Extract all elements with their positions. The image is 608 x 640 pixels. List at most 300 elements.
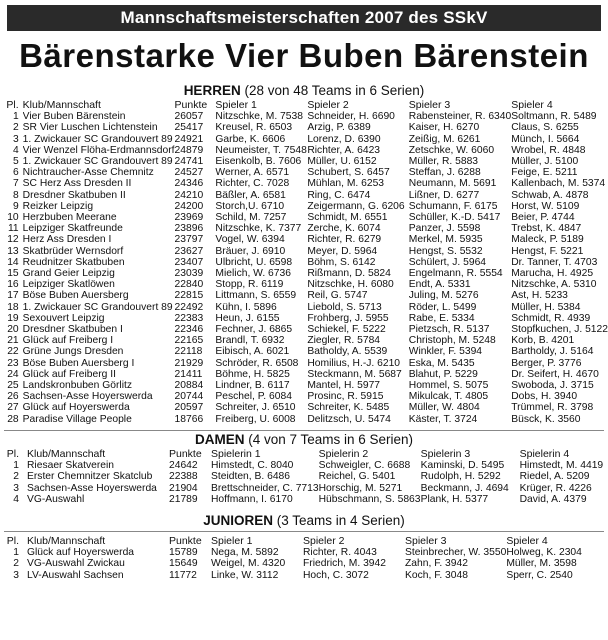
cell-player-4: Müller, M. 3598 — [506, 558, 577, 570]
cell-club: Böse Buben Auersberg — [22, 290, 129, 302]
cell-player-4: Ast, H. 5233 — [511, 290, 568, 302]
cell-rank: 26 — [7, 391, 19, 403]
cell-player-1: Freiberg, U. 6008 — [215, 413, 296, 425]
herren-header-row — [4, 100, 608, 111]
cell-club: Landskronbuben Görlitz — [22, 380, 133, 392]
cell-player-3: Rabensteiner, R. 6340 — [408, 111, 512, 123]
cell-player-3: Steinbrecher, W. 3550 — [405, 547, 507, 559]
cell-points: 23627 — [174, 245, 204, 257]
col-points: Punkte — [174, 100, 208, 111]
cell-player-4: Hengst, F. 5221 — [511, 245, 584, 257]
cell-player-4: Claus, S. 6255 — [511, 122, 579, 134]
cell-player-1: Neumeister, T. 7548 — [215, 144, 307, 156]
cell-player-1: Böhme, H. 5825 — [215, 368, 290, 380]
cell-player-2: Nitzschke, H. 6080 — [307, 279, 394, 291]
table-row — [4, 290, 608, 301]
table-row — [4, 324, 608, 335]
damen-heading-rest: (4 von 7 Teams in 6 Serien) — [244, 432, 414, 447]
cell-rank: 19 — [7, 312, 19, 324]
cell-player-1: Ulbricht, U. 6598 — [215, 256, 293, 268]
cell-club: Reizker Leipzig — [22, 200, 94, 212]
cell-club: Sachsen-Asse Hoyerswerda — [27, 482, 157, 494]
cell-rank: 3 — [13, 482, 19, 494]
cell-points: 21904 — [169, 482, 198, 494]
cell-player-3: Panzer, J. 5598 — [408, 223, 481, 235]
table-row — [4, 335, 608, 346]
col-points: Punkte — [169, 536, 202, 547]
cell-player-4: Schwab, A. 4878 — [511, 189, 589, 201]
cell-player-3: Müller, R. 5883 — [408, 156, 479, 168]
cell-player-3: Müller, W. 4804 — [408, 402, 480, 414]
cell-player-2: Lorenz, D. 6390 — [307, 133, 381, 145]
cell-club: Böse Buben Auersberg I — [22, 357, 135, 369]
cell-rank: 4 — [12, 144, 19, 156]
table-row — [4, 279, 608, 290]
table-row — [4, 122, 608, 133]
cell-player-4: Himstedt, M. 4419 — [519, 460, 604, 472]
cell-player-1: Himstedt, C. 8040 — [211, 460, 294, 472]
table-row — [4, 558, 594, 569]
cell-rank: 25 — [7, 380, 19, 392]
divider-damen — [4, 430, 604, 431]
junioren-heading — [0, 513, 608, 528]
cell-player-2: Liebold, S. 5713 — [307, 301, 382, 313]
col-player-4: Spieler 4 — [506, 536, 548, 547]
cell-club: 1. Zwickauer SC Grandouvert 89 — [22, 301, 173, 313]
cell-player-4: Büsck, K. 3560 — [511, 413, 581, 425]
col-player-4: Spieler 4 — [511, 100, 553, 111]
cell-points: 24210 — [174, 189, 204, 201]
cell-player-2: Richter, R. 6279 — [307, 234, 382, 246]
cell-club: Grand Geier Leipzig — [22, 268, 115, 280]
col-player-3: Spielerin 3 — [420, 449, 471, 460]
table-row — [4, 358, 608, 369]
cell-club: Leipziger Skatfreunde — [22, 223, 123, 235]
cell-club: Herzbuben Meerane — [22, 212, 117, 224]
cell-player-2: Arzig, P. 6389 — [307, 122, 371, 134]
cell-points: 20744 — [174, 391, 204, 403]
cell-player-4: Feige, E. 5211 — [511, 167, 578, 179]
cell-points: 23039 — [174, 268, 204, 280]
cell-player-2: Müller, U. 6152 — [307, 156, 377, 168]
junioren-body — [4, 547, 594, 581]
cell-points: 25417 — [174, 122, 204, 134]
cell-player-2: Schreiter, K. 5485 — [307, 402, 390, 414]
cell-club: LV-Auswahl Sachsen — [27, 569, 124, 581]
cell-player-4: Beier, P. 4744 — [511, 212, 575, 224]
cell-rank: 20 — [7, 324, 19, 336]
herren-heading-bold: HERREN — [183, 83, 241, 98]
cell-player-1: Eibisch, A. 6021 — [215, 346, 290, 358]
cell-player-1: Littmann, S. 6559 — [215, 290, 297, 302]
cell-club: Erster Chemnitzer Skatclub — [27, 471, 153, 483]
herren-heading — [0, 83, 608, 98]
herren-body — [4, 111, 608, 425]
table-row — [4, 483, 608, 494]
cell-player-1: Garbe, K. 6606 — [215, 133, 286, 145]
cell-player-3: Christoph, M. 5248 — [408, 335, 496, 347]
cell-points: 18766 — [174, 413, 204, 425]
junioren-heading-bold: JUNIOREN — [203, 513, 273, 528]
cell-club: Skatbrüder Wernsdorf — [22, 245, 124, 257]
cell-player-2: Ring, C. 6474 — [307, 189, 371, 201]
junioren-heading-rest: (3 Teams in 4 Serien) — [272, 513, 405, 528]
cell-player-2: Hoch, C. 3072 — [303, 569, 369, 581]
table-row — [4, 391, 608, 402]
cell-player-4: Schmidt, R. 4939 — [511, 312, 591, 324]
cell-player-1: Brettschneider, C. 7713 — [211, 482, 319, 494]
cell-club: Vier Buben Bärenstein — [22, 111, 126, 123]
cell-player-2: Schiekel, F. 5222 — [307, 324, 386, 336]
cell-player-4: Soltmann, R. 5489 — [511, 111, 597, 123]
cell-player-1: Schild, M. 7257 — [215, 212, 287, 224]
herren-table — [4, 100, 608, 425]
cell-rank: 15 — [7, 268, 19, 280]
cell-points: 23407 — [174, 256, 204, 268]
cell-player-3: Kaminski, D. 5495 — [420, 460, 505, 472]
cell-player-2: Delitzsch, U. 5474 — [307, 413, 391, 425]
cell-player-4: David, A. 4379 — [519, 493, 587, 505]
col-points: Punkte — [169, 449, 202, 460]
cell-player-2: Schmidt, M. 6551 — [307, 212, 388, 224]
table-row — [4, 570, 594, 581]
cell-points: 24921 — [174, 133, 204, 145]
table-row — [4, 201, 608, 212]
cell-player-2: Friedrich, M. 3942 — [303, 558, 386, 570]
cell-player-3: Mikulcak, T. 4805 — [408, 391, 489, 403]
cell-player-4: Holweg, K. 2304 — [506, 547, 582, 559]
cell-club: Glück auf Hoyerswerda — [27, 547, 135, 559]
table-row — [4, 257, 608, 268]
damen-body — [4, 460, 608, 505]
cell-points: 24527 — [174, 167, 204, 179]
col-player-2: Spieler 2 — [307, 100, 349, 111]
cell-club: Vier Wenzel Flöha-Erdmannsdorf — [22, 144, 175, 156]
cell-player-2: Meyer, D. 5964 — [307, 245, 378, 257]
cell-player-2: Hübschmann, S. 5863 — [318, 493, 421, 505]
cell-player-3: Merkel, M. 5935 — [408, 234, 483, 246]
cell-player-3: Endt, A. 5331 — [408, 279, 471, 291]
cell-player-4: Müller, H. 5384 — [511, 301, 581, 313]
cell-points: 21929 — [174, 357, 204, 369]
cell-club: Reudnitzer Skatbuben — [22, 256, 125, 268]
cell-rank: 21 — [7, 335, 19, 347]
col-club: Klub/Mannschaft — [27, 449, 106, 460]
cell-rank: 3 — [13, 569, 19, 581]
cell-rank: 2 — [12, 122, 19, 134]
cell-rank: 17 — [7, 290, 19, 302]
table-row — [4, 212, 608, 223]
cell-points: 20884 — [174, 380, 204, 392]
cell-club: Paradise Village People — [22, 413, 132, 425]
cell-rank: 22 — [7, 346, 19, 358]
divider-junioren — [4, 531, 604, 532]
cell-player-2: Mantel, H. 5977 — [307, 380, 381, 392]
cell-points: 23797 — [174, 234, 204, 246]
cell-club: SR Vier Luschen Lichtenstein — [22, 122, 158, 134]
damen-header-row — [4, 449, 608, 460]
cell-player-1: Bäßler, A. 6581 — [215, 189, 286, 201]
col-club: Klub/Mannschaft — [22, 100, 101, 111]
cell-player-3: Hommel, S. 5075 — [408, 380, 489, 392]
table-row — [4, 145, 608, 156]
cell-player-1: Fechner, J. 6865 — [215, 324, 293, 336]
cell-player-4: Trebst, K. 4847 — [511, 223, 582, 235]
cell-club: VG-Auswahl — [27, 493, 85, 505]
cell-player-2: Steckmann, M. 5687 — [307, 368, 402, 380]
table-row — [4, 156, 608, 167]
cell-rank: 16 — [7, 279, 19, 291]
table-row — [4, 223, 608, 234]
cell-points: 22383 — [174, 312, 204, 324]
cell-player-3: Rabe, E. 5334 — [408, 312, 475, 324]
cell-player-4: Sperr, C. 2540 — [506, 569, 573, 581]
cell-points: 23896 — [174, 223, 204, 235]
cell-player-3: Neumann, M. 5691 — [408, 178, 497, 190]
cell-rank: 7 — [12, 178, 19, 190]
cell-club: Nichtraucher-Asse Chemnitz — [22, 167, 154, 179]
cell-player-1: Vogel, W. 6394 — [215, 234, 285, 246]
cell-rank: 1 — [12, 111, 19, 123]
cell-player-1: Steidten, B. 6486 — [211, 471, 291, 483]
cell-rank: 1 — [13, 460, 19, 472]
cell-rank: 28 — [7, 413, 19, 425]
col-pl: Pl. — [6, 536, 19, 547]
cell-player-3: Lißner, D. 6277 — [408, 189, 480, 201]
cell-player-2: Zeigermann, G. 6206 — [307, 200, 405, 212]
cell-rank: 13 — [7, 245, 19, 257]
cell-points: 24879 — [174, 144, 204, 156]
cell-points: 22840 — [174, 279, 204, 291]
cell-player-4: Marucha, H. 4925 — [511, 268, 594, 280]
cell-player-1: Schröder, R. 6508 — [215, 357, 299, 369]
cell-player-3: Engelmann, R. 5554 — [408, 268, 503, 280]
cell-player-2: Zerche, K. 6074 — [307, 223, 381, 235]
cell-player-3: Schülert, J. 5964 — [408, 256, 487, 268]
cell-club: Glück auf Hoyerswerda — [22, 402, 130, 414]
cell-rank: 18 — [7, 301, 19, 313]
cell-rank: 24 — [7, 368, 19, 380]
table-row — [4, 346, 608, 357]
cell-player-2: Richter, A. 6423 — [307, 144, 381, 156]
cell-club: 1. Zwickauer SC Grandouvert 89 — [22, 133, 173, 145]
col-player-4: Spielerin 4 — [519, 449, 570, 460]
cell-points: 24200 — [174, 200, 204, 212]
cell-player-1: Mielich, W. 6736 — [215, 268, 291, 280]
col-player-3: Spieler 3 — [408, 100, 451, 111]
cell-player-4: Kallenbach, M. 5374 — [511, 178, 606, 190]
cell-player-4: Krüger, R. 4226 — [519, 482, 592, 494]
cell-points: 20597 — [174, 402, 204, 414]
cell-player-3: Beckmann, J. 4694 — [420, 482, 509, 494]
cell-player-4: Maleck, P. 5189 — [511, 234, 584, 246]
cell-rank: 1 — [13, 547, 19, 559]
cell-player-3: Winkler, F. 5394 — [408, 346, 483, 358]
table-row — [4, 302, 608, 313]
cell-player-1: Nitzschke, M. 7538 — [215, 111, 303, 123]
cell-club: Dresdner Skatbuben I — [22, 324, 123, 336]
cell-points: 21411 — [174, 368, 203, 380]
cell-player-1: Weigel, M. 4320 — [211, 558, 286, 570]
cell-player-2: Schneider, H. 6690 — [307, 111, 395, 123]
cell-player-4: Trümmel, R. 3798 — [511, 402, 594, 414]
cell-player-4: Münch, I. 5664 — [511, 133, 580, 145]
cell-points: 22815 — [174, 290, 204, 302]
cell-player-4: Horst, W. 5109 — [511, 200, 580, 212]
damen-heading-bold: DAMEN — [194, 432, 245, 447]
cell-rank: 12 — [7, 234, 19, 246]
junioren-table — [4, 536, 594, 581]
cell-player-1: Lindner, B. 6117 — [215, 380, 290, 392]
cell-points: 11772 — [169, 569, 197, 581]
cell-points: 22492 — [174, 301, 204, 313]
damen-table — [4, 449, 608, 505]
table-row — [4, 313, 608, 324]
cell-club: Riesaer Skatverein — [27, 460, 114, 472]
cell-player-1: Schreiter, J. 6510 — [215, 402, 296, 414]
cell-club: 1. Zwickauer SC Grandouvert 89 — [22, 156, 173, 168]
cell-rank: 14 — [7, 256, 19, 268]
cell-player-2: Prosinc, R. 5915 — [307, 391, 384, 403]
cell-points: 22165 — [174, 335, 204, 347]
herren-heading-rest: (28 von 48 Teams in 6 Serien) — [240, 83, 425, 98]
col-pl: Pl. — [6, 449, 19, 460]
cell-club: Dresdner Skatbuben II — [22, 189, 126, 201]
cell-player-4: Müller, J. 5100 — [511, 156, 579, 168]
cell-club: Herz Ass Dresden I — [22, 234, 112, 246]
cell-player-3: Zetschke, W. 6060 — [408, 144, 495, 156]
cell-rank: 8 — [12, 189, 19, 201]
page-title: Bärenstarke Vier Buben Bärenstein — [19, 37, 589, 74]
cell-points: 24642 — [169, 460, 198, 472]
cell-player-4: Dobs, H. 3940 — [511, 391, 578, 403]
cell-player-1: Werner, A. 6571 — [215, 167, 290, 179]
cell-player-2: Mühlan, M. 6253 — [307, 178, 385, 190]
table-row — [4, 547, 594, 558]
cell-player-1: Brandl, T. 6932 — [215, 335, 285, 347]
cell-rank: 3 — [12, 133, 19, 145]
cell-player-2: Reichel, G. 5401 — [318, 471, 396, 483]
cell-player-1: Hoffmann, I. 6170 — [211, 493, 293, 505]
cell-points: 26057 — [174, 111, 204, 123]
cell-player-3: Pietzsch, R. 5137 — [408, 324, 490, 336]
cell-player-4: Dr. Tanner, T. 4703 — [511, 256, 598, 268]
col-player-1: Spieler 1 — [211, 536, 253, 547]
cell-player-1: Peschel, P. 6084 — [215, 391, 292, 403]
cell-player-2: Batholdy, A. 5539 — [307, 346, 388, 358]
cell-rank: 11 — [7, 223, 19, 235]
table-row — [4, 471, 608, 482]
banner-title: Mannschaftsmeisterschaften 2007 des SSkV — [7, 5, 601, 31]
cell-points: 22346 — [174, 324, 204, 336]
cell-player-2: Reil, G. 5747 — [307, 290, 368, 302]
cell-club: Leipziger Skatlöwen — [22, 279, 115, 291]
cell-player-1: Linke, W. 3112 — [211, 569, 279, 581]
col-player-3: Spieler 3 — [405, 536, 447, 547]
table-row — [4, 234, 608, 245]
cell-player-1: Richter, C. 7028 — [215, 178, 290, 190]
cell-player-4: Stopfkuchen, J. 5122 — [511, 324, 608, 336]
cell-club: Sexouvert Leipzig — [22, 312, 105, 324]
table-row — [4, 380, 608, 391]
cell-points: 15649 — [169, 558, 198, 570]
cell-player-3: Zahn, F. 3942 — [405, 558, 468, 570]
table-row — [4, 268, 608, 279]
cell-player-4: Bartholdy, J. 5164 — [511, 346, 594, 358]
cell-player-2: Rißmann, D. 5824 — [307, 268, 391, 280]
cell-player-3: Käster, T. 3724 — [408, 413, 478, 425]
cell-player-1: Storch,U. 6710 — [215, 200, 285, 212]
col-player-2: Spieler 2 — [303, 536, 345, 547]
cell-player-1: Bräuer, J. 6910 — [215, 245, 286, 257]
cell-player-1: Nega, M. 5892 — [211, 547, 279, 559]
col-player-2: Spielerin 2 — [318, 449, 369, 460]
cell-rank: 4 — [13, 493, 19, 505]
cell-player-2: Schubert, S. 6457 — [307, 167, 390, 179]
cell-club: VG-Auswahl Zwickau — [27, 558, 125, 570]
table-row — [4, 494, 608, 505]
table-row — [4, 246, 608, 257]
cell-player-2: Ziegler, R. 5784 — [307, 335, 381, 347]
table-row — [4, 414, 608, 425]
cell-club: Sachsen-Asse Hoyerswerda — [22, 391, 153, 403]
cell-player-3: Koch, F. 3048 — [405, 569, 468, 581]
cell-player-1: Heun, J. 6155 — [215, 312, 280, 324]
cell-player-3: Plank, H. 5377 — [420, 493, 489, 505]
cell-player-2: Frohberg, J. 5955 — [307, 312, 389, 324]
cell-player-4: Wrobel, R. 4848 — [511, 144, 586, 156]
cell-player-3: Zeißig, M. 6261 — [408, 133, 481, 145]
cell-player-2: Böhm, S. 6142 — [307, 256, 376, 268]
cell-points: 24741 — [174, 156, 204, 168]
cell-rank: 2 — [13, 558, 19, 570]
table-row — [4, 460, 608, 471]
cell-club: Glück auf Freiberg I — [22, 335, 114, 347]
cell-player-1: Kreusel, R. 6503 — [215, 122, 293, 134]
table-row — [4, 190, 608, 201]
cell-points: 24346 — [174, 178, 204, 190]
cell-player-3: Eska, M. 5435 — [408, 357, 475, 369]
cell-club: Glück auf Freiberg II — [22, 368, 116, 380]
cell-player-4: Dr. Seifert, H. 4670 — [511, 368, 599, 380]
table-row — [4, 369, 608, 380]
table-row — [4, 178, 608, 189]
col-pl: Pl. — [6, 100, 19, 111]
cell-rank: 9 — [12, 200, 19, 212]
cell-club: Grüne Jungs Dresden — [22, 346, 124, 358]
cell-player-1: Kühn, I. 5896 — [215, 301, 277, 313]
cell-player-3: Schumann, F. 6175 — [408, 200, 498, 212]
cell-points: 23969 — [174, 212, 204, 224]
cell-player-4: Nitzschke, A. 5310 — [511, 279, 597, 291]
cell-player-2: Homilius, H.-J. 6210 — [307, 357, 401, 369]
cell-player-1: Stopp, R. 6119 — [215, 279, 284, 291]
cell-player-1: Nitzschke, K. 7377 — [215, 223, 302, 235]
cell-player-4: Swoboda, J. 3715 — [511, 380, 594, 392]
cell-player-2: Horschig, M. 5271 — [318, 482, 403, 494]
damen-heading — [0, 432, 608, 447]
cell-player-3: Juling, M. 5276 — [408, 290, 479, 302]
cell-player-3: Steffan, J. 6288 — [408, 167, 481, 179]
table-row — [4, 402, 608, 413]
cell-player-3: Kaiser, H. 6270 — [408, 122, 480, 134]
col-club: Klub/Mannschaft — [27, 536, 106, 547]
cell-player-4: Korb, B. 4201 — [511, 335, 575, 347]
cell-player-4: Berger, P. 3776 — [511, 357, 582, 369]
cell-player-3: Blahut, P. 5229 — [408, 368, 478, 380]
table-row — [4, 111, 608, 122]
cell-rank: 23 — [7, 357, 19, 369]
